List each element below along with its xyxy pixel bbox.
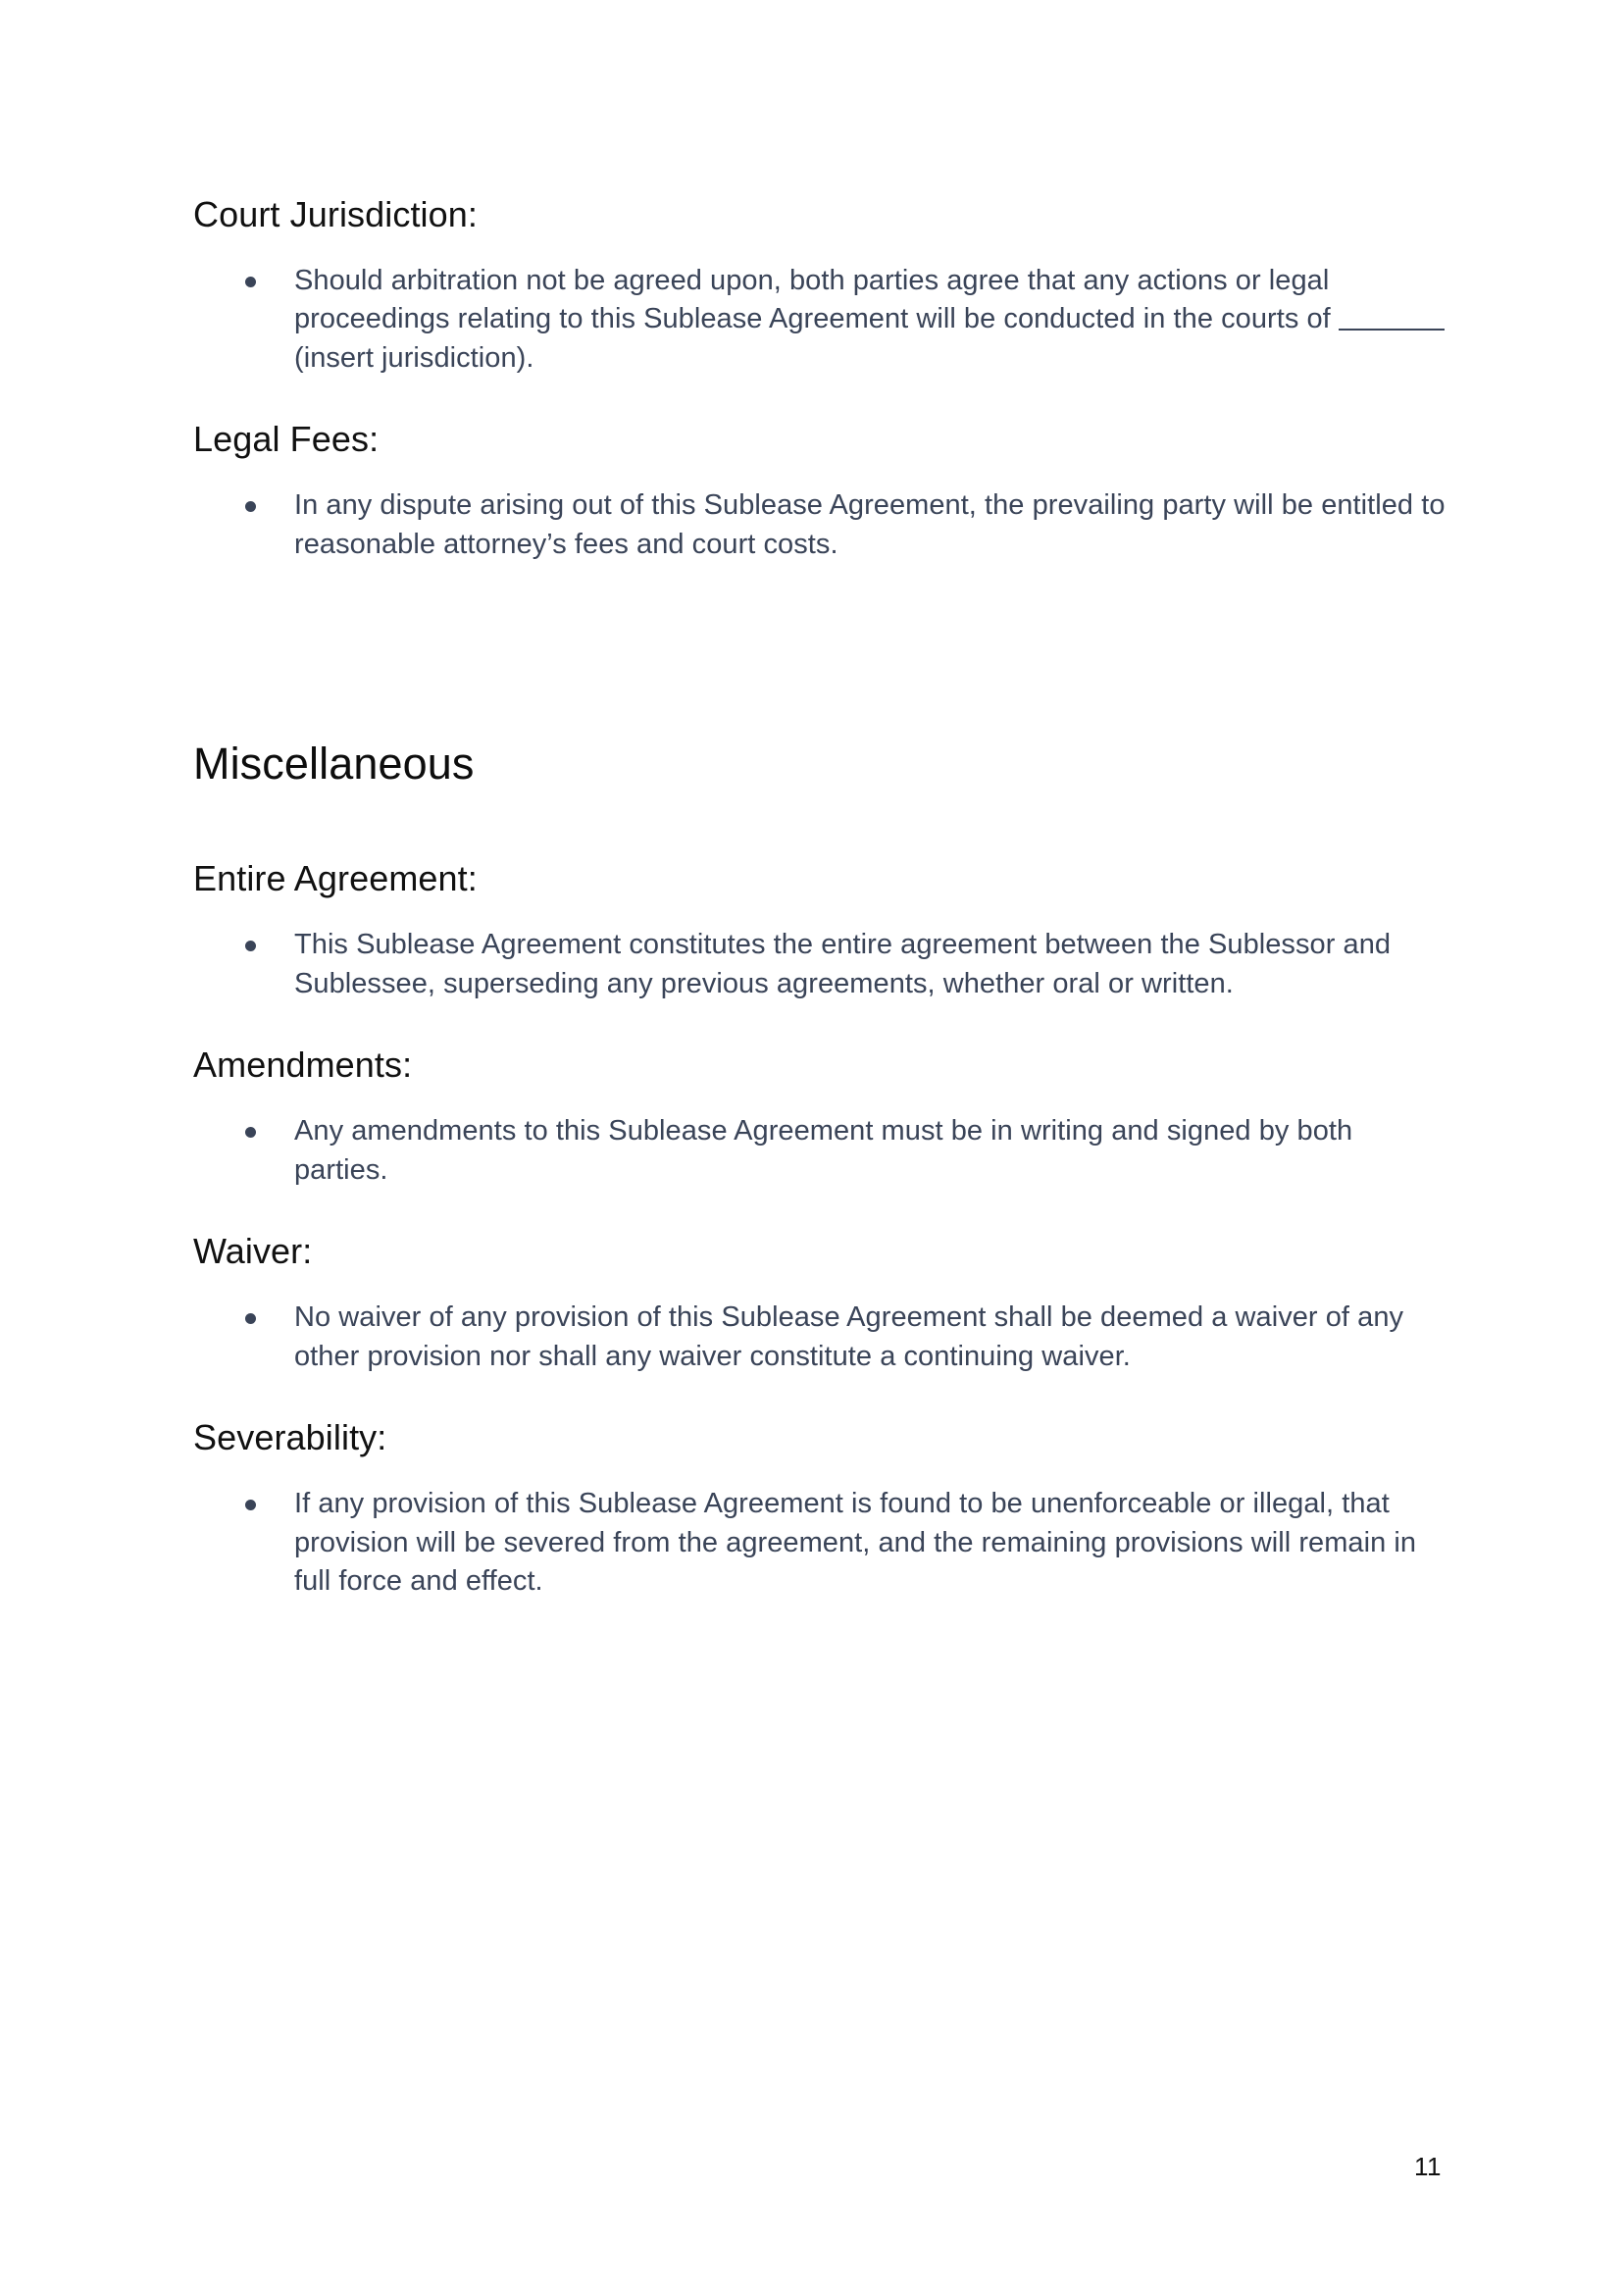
list-item-text-before-blank: Should arbitration not be agreed upon, both parties agree that any actions or legal proceedings relating to this Sublease Agreement will be conducted in the courts of — [294, 265, 1339, 335]
list-severability — [193, 1485, 1448, 1601]
spacer — [193, 1190, 1448, 1229]
heading-miscellaneous: Miscellaneous — [193, 739, 475, 790]
bullet-dot-icon — [245, 1313, 256, 1324]
spacer — [193, 1273, 1448, 1299]
list-item — [193, 486, 1448, 564]
spacer — [193, 378, 1448, 417]
spacer — [193, 1459, 1448, 1485]
section-break-spacer — [193, 564, 1448, 737]
list-court-jurisdiction — [193, 262, 1448, 378]
spacer — [193, 461, 1448, 486]
list-item-text: No waiver of any provision of this Sublease Agreement shall be deemed a waiver of any other provision nor shall any waiver constitute a continuing waiver. — [294, 1301, 1404, 1372]
bullet-dot-icon — [245, 501, 256, 512]
list-item-text: Any amendments to this Sublease Agreement must be in writing and signed by both parties. — [294, 1115, 1353, 1186]
spacer — [193, 900, 1448, 926]
spacer — [193, 1376, 1448, 1415]
list-item — [193, 1112, 1448, 1190]
heading-court-jurisdiction: Court Jurisdiction: — [193, 194, 479, 234]
heading-amendments: Amendments: — [193, 1045, 413, 1086]
list-item — [193, 1485, 1448, 1601]
heading-severability: Severability: — [193, 1417, 387, 1458]
heading-entire-agreement: Entire Agreement: — [193, 858, 478, 899]
bullet-dot-icon — [245, 277, 256, 287]
spacer — [193, 236, 1448, 262]
list-item — [193, 926, 1448, 1003]
document-content — [193, 0, 1448, 1601]
spacer — [193, 791, 1448, 856]
bullet-dot-icon — [245, 941, 256, 951]
spacer — [193, 1003, 1448, 1043]
list-item-text: In any dispute arising out of this Sublease Agreement, the prevailing party will be entitled to reasonable attorney’s fees and court costs. — [294, 489, 1446, 560]
bullet-dot-icon — [245, 1500, 256, 1510]
list-item-text: If any provision of this Sublease Agreement is found to be unenforceable or illegal, that provision will be severed from the agreement, and the remaining provisions will remain in full force and effect. — [294, 1488, 1417, 1597]
fill-in-blank — [1339, 329, 1445, 331]
list-item-text-after-blank: (insert jurisdiction). — [294, 341, 534, 374]
heading-legal-fees: Legal Fees: — [193, 419, 380, 460]
list-waiver — [193, 1299, 1448, 1376]
bullet-dot-icon — [245, 1127, 256, 1138]
spacer — [193, 1087, 1448, 1112]
list-amendments — [193, 1112, 1448, 1190]
list-item — [193, 1299, 1448, 1376]
list-entire-agreement — [193, 926, 1448, 1003]
heading-waiver: Waiver: — [193, 1231, 313, 1272]
list-item-text: This Sublease Agreement constitutes the entire agreement between the Sublessor and Sublessee, superseding any previous agreements, whether oral or written. — [294, 929, 1392, 999]
list-item — [193, 262, 1448, 378]
list-legal-fees — [193, 486, 1448, 564]
top-spacer — [193, 0, 1448, 192]
page-number: 11 — [1414, 2152, 1442, 2181]
